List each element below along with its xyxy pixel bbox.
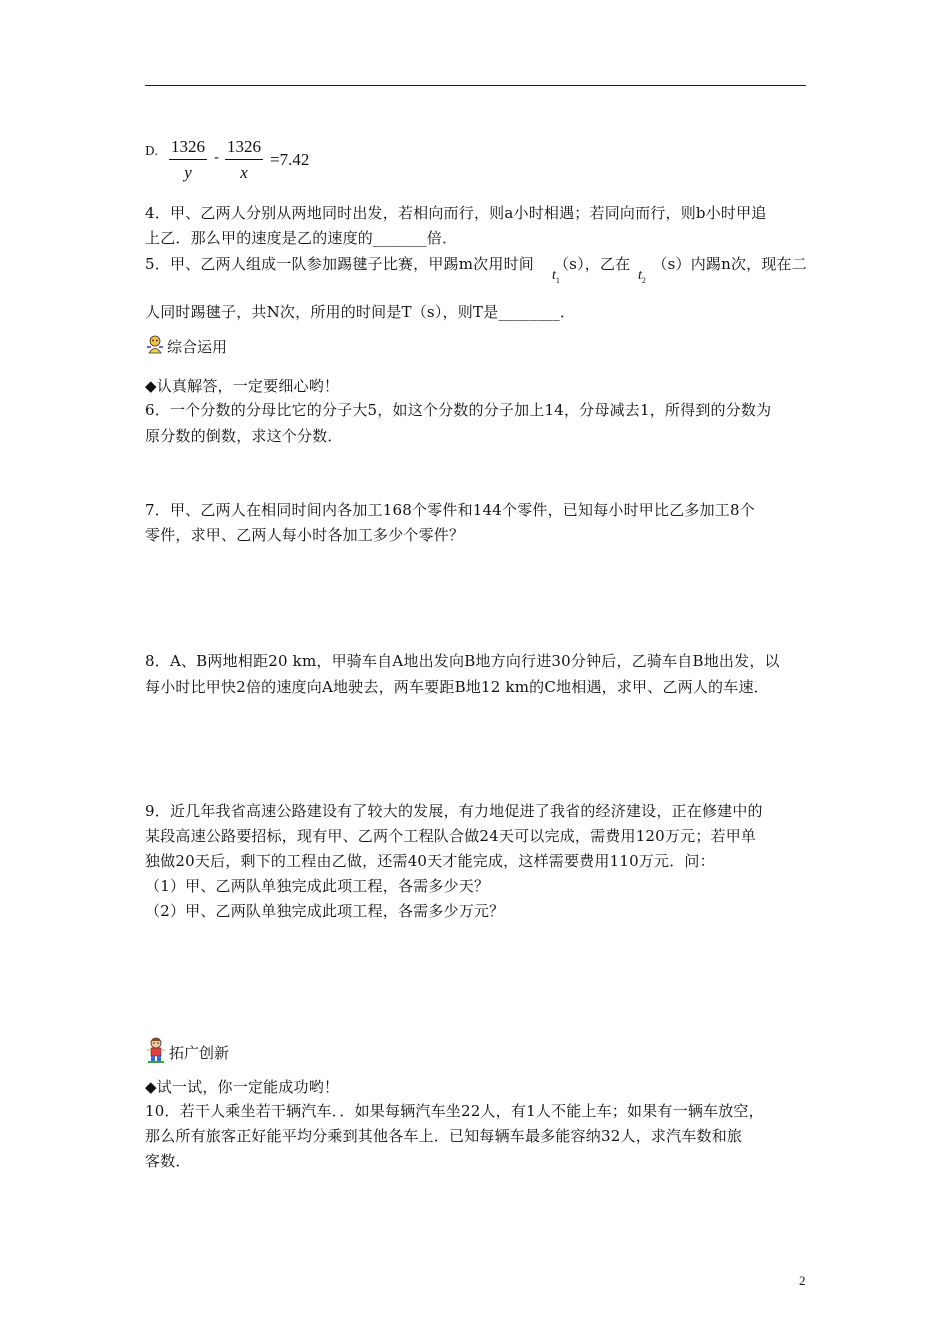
t1-variable: $t_1$ (552, 268, 560, 285)
question-9-subquestion-2: （2）甲、乙两队单独完成此项工程，各需多少万元？ (145, 902, 505, 920)
minus-sign: - (214, 148, 220, 166)
question-10-line-1: 10．若干人乘坐若干辆汽车．．如果每辆汽车坐22人，有1人不能上车；如果有一辆车放空， (145, 1102, 764, 1120)
question-5-text-b: （s），乙在 (553, 255, 631, 273)
fraction-numerator: 1326 (171, 137, 205, 156)
section-title: 拓广创新 (169, 1044, 230, 1062)
question-4-line-2: 上乙．那么甲的速度是乙的速度的_______倍． (145, 229, 458, 247)
section-heading-extension (145, 1036, 229, 1064)
kid-icon (145, 1036, 167, 1064)
t2-variable: $t_2$ (638, 268, 646, 285)
fraction-1326-over-y (169, 138, 207, 182)
section-2-intro: ◆试一试，你一定能成功哟！ (145, 1078, 340, 1096)
question-5-text-a: 5．甲、乙两人组成一队参加踢毽子比赛，甲踢m次用时间 (145, 255, 534, 273)
fraction-denominator: y (184, 163, 192, 182)
question-9-line-1: 9．近几年我省高速公路建设有了较大的发展，有力地促进了我省的经济建设，正在修建中的 (145, 802, 763, 820)
question-8-line-2: 每小时比甲快2倍的速度向A地驶去，两车要距B地12 km的C地相遇，求甲、乙两人的车速． (145, 678, 769, 696)
question-8-line-1: 8．A、B两地相距20 km，甲骑车自A地出发向B地方向行进30分钟后，乙骑车自B地出发，以 (145, 652, 780, 670)
question-5-line-2: 人同时踢毽子，共N次，所用的时间是T（s），则T是________． (145, 303, 576, 321)
fraction-1326-over-x (225, 138, 263, 182)
question-10-line-3: 客数． (145, 1152, 191, 1170)
question-9-subquestion-1: （1）甲、乙两队单独完成此项工程，各需多少天？ (145, 877, 490, 895)
mascot-icon (145, 335, 165, 355)
equals-value: =7.42 (270, 150, 310, 169)
option-d-label: D. (145, 144, 159, 158)
question-4-line-1: 4．甲、乙两人分别从两地同时出发，若相向而行，则a小时相遇；若同向而行，则b小时甲追 (145, 204, 767, 222)
fraction-denominator: x (240, 163, 248, 182)
question-6-line-2: 原分数的倒数，求这个分数． (145, 427, 343, 445)
question-10-line-2: 那么所有旅客正好能平均分乘到其他各车上．已知每辆车最多能容纳32人，求汽车数和旅 (145, 1127, 743, 1145)
question-6-line-1: 6．一个分数的分母比它的分子大5，如这个分数的分子加上14，分母减去1，所得到的分数为 (145, 401, 772, 419)
question-9-line-2: 某段高速公路要招标，现有甲、乙两个工程队合做24天可以完成，需费用120万元；若甲单 (145, 827, 757, 845)
section-1-intro: ◆认真解答，一定要细心哟！ (145, 377, 340, 395)
page-number: 2 (799, 1273, 806, 1288)
section-heading-comprehensive (145, 335, 227, 357)
header-rule (145, 85, 806, 86)
question-7-line-1: 7．甲、乙两人在相同时间内各加工168个零件和144个零件，已知每小时甲比乙多加工8个 (145, 501, 755, 519)
question-7-line-2: 零件，求甲、乙两人每小时各加工多少个零件？ (145, 526, 465, 544)
section-title: 综合运用 (167, 338, 228, 356)
question-5-text-c: （s）内踢n次，现在二 (652, 255, 807, 273)
question-9-line-3: 独做20天后，剩下的工程由乙做，还需40天才能完成，这样需要费用110万元．问： (145, 852, 715, 870)
question-5-line-1 (145, 254, 807, 274)
fraction-numerator: 1326 (227, 137, 261, 156)
